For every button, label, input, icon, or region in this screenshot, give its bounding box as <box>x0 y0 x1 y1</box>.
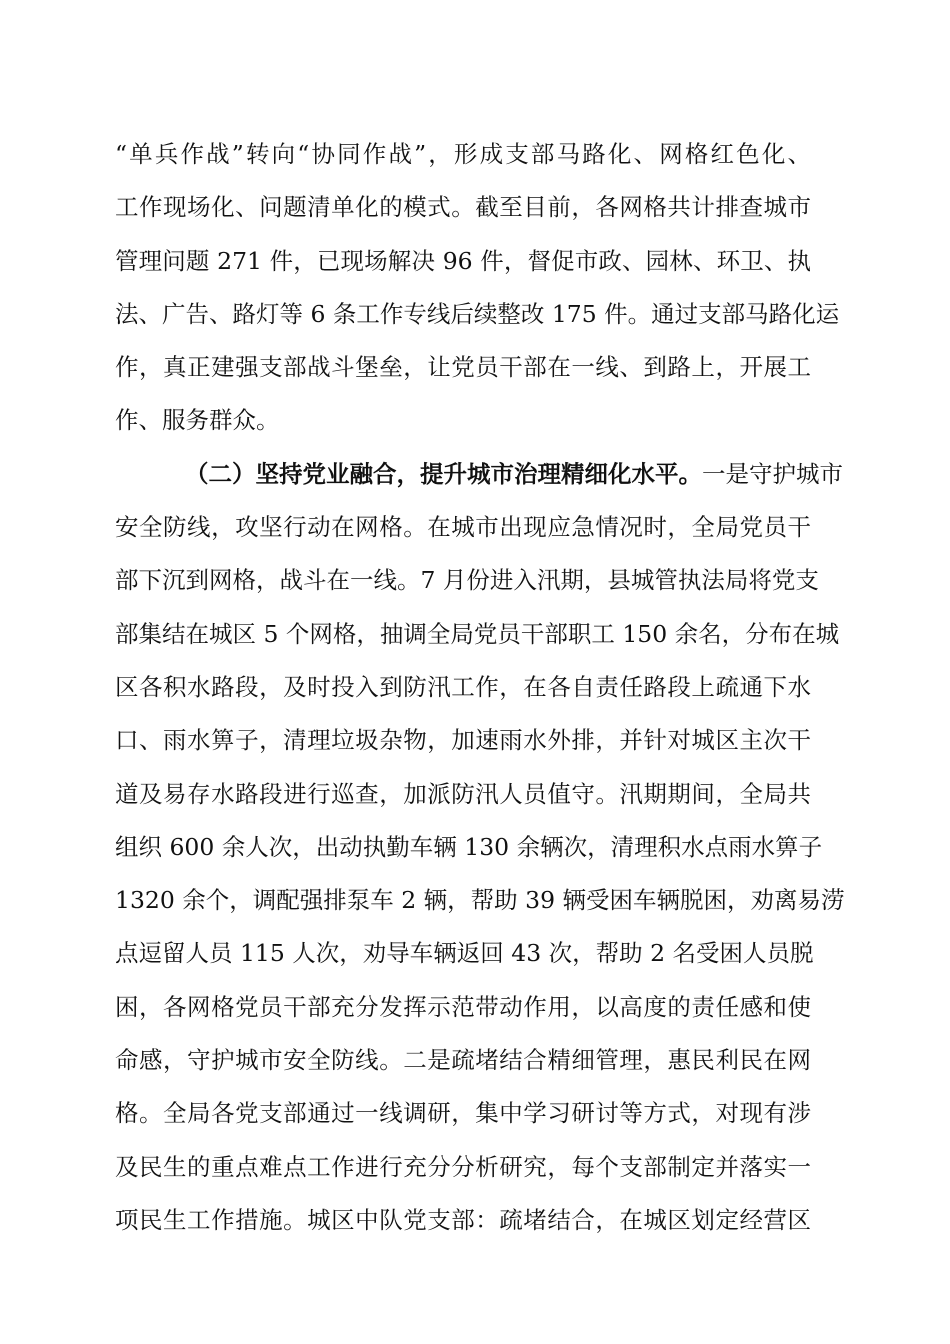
text-line: 道及易存水路段进行巡查，加派防汛人员值守。汛期期间，全局共 <box>115 779 811 808</box>
text-line: “单兵作战”转向“协同作战”，形成支部马路化、网格红色化、 <box>115 140 811 168</box>
document-page <box>115 132 845 1251</box>
text-line: 点逗留人员 115 人次，劝导车辆返回 43 次，帮助 2 名受困人员脱 <box>115 939 814 968</box>
text-line: 1320 余个，调配强排泵车 2 辆，帮助 39 辆受困车辆脱困，劝离易涝 <box>115 886 845 915</box>
text-line: 区各积水路段，及时投入到防汛工作，在各自责任路段上疏通下水 <box>115 672 811 701</box>
text-span: 一是守护城市 <box>702 459 843 488</box>
paragraph-2 <box>115 452 845 1251</box>
text-line-with-heading <box>115 452 843 505</box>
section-heading: （二）坚持党业融合，提升城市治理精细化水平。 <box>185 459 702 488</box>
text-line: 部集结在城区 5 个网格，抽调全局党员干部职工 150 余名，分布在城 <box>115 619 840 648</box>
text-line: 格。全局各党支部通过一线调研，集中学习研讨等方式，对现有涉 <box>115 1099 811 1128</box>
text-line: 及民生的重点难点工作进行充分分析研究，每个支部制定并落实一 <box>115 1152 811 1181</box>
paragraph-1 <box>115 132 840 452</box>
text-line: 管理问题 271 件，已现场解决 96 件，督促市政、园林、环卫、执 <box>115 246 811 275</box>
text-line: 法、广告、路灯等 6 条工作专线后续整改 175 件。通过支部马路化运 <box>115 299 840 328</box>
text-line: 部下沉到网格，战斗在一线。7 月份进入汛期，县城管执法局将党支 <box>115 566 819 595</box>
text-line: 工作现场化、问题清单化的模式。截至目前，各网格共计排查城市 <box>115 193 811 222</box>
text-line: 困，各网格党员干部充分发挥示范带动作用，以高度的责任感和使 <box>115 992 811 1021</box>
text-line: 作，真正建强支部战斗堡垒，让党员干部在一线、到路上，开展工 <box>115 353 811 382</box>
text-line: 口、雨水箅子，清理垃圾杂物，加速雨水外排，并针对城区主次干 <box>115 726 811 755</box>
text-line: 组织 600 余人次，出动执勤车辆 130 余辆次，清理积水点雨水箅子 <box>115 832 823 861</box>
text-line: 安全防线，攻坚行动在网格。在城市出现应急情况时，全局党员干 <box>115 513 811 542</box>
text-line: 命感，守护城市安全防线。二是疏堵结合精细管理，惠民利民在网 <box>115 1046 811 1075</box>
text-line: 项民生工作措施。城区中队党支部：疏堵结合，在城区划定经营区 <box>115 1205 811 1234</box>
text-line: 作、服务群众。 <box>115 406 280 435</box>
